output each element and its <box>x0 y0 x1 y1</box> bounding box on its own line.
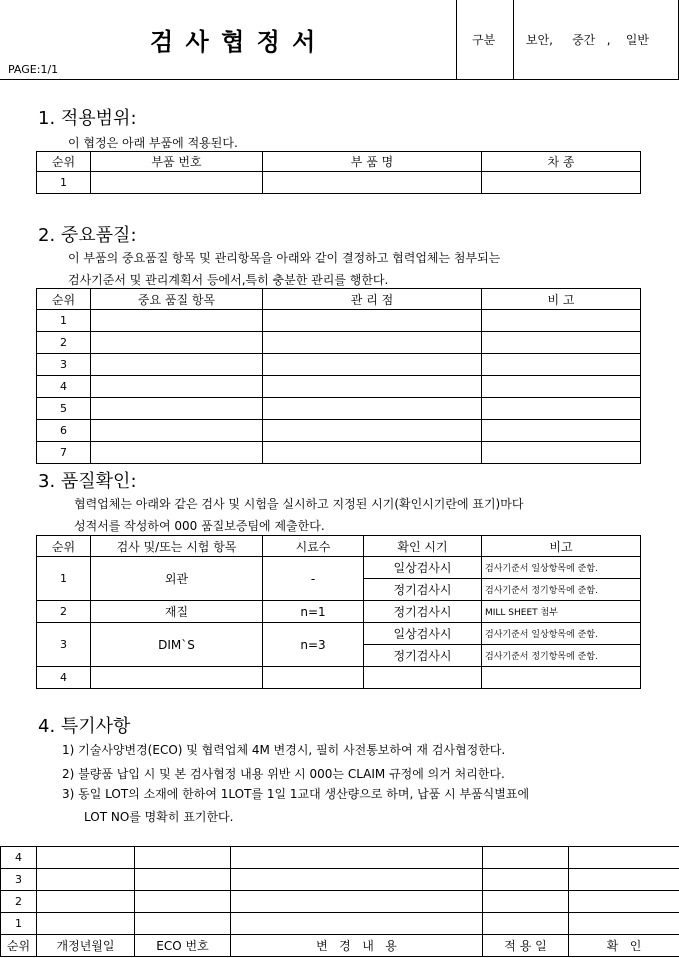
table-cell <box>135 869 231 891</box>
row-number: 3 <box>37 623 91 667</box>
table-cell <box>483 891 569 913</box>
col-header: 확인 시기 <box>364 536 482 557</box>
row-number: 3 <box>37 354 91 376</box>
table-cell <box>231 913 483 935</box>
row-number: 5 <box>37 398 91 420</box>
table-cell <box>483 869 569 891</box>
table-cell <box>135 847 231 869</box>
table-cell <box>135 913 231 935</box>
table-cell <box>482 354 641 376</box>
table-cell <box>91 332 263 354</box>
section1-title: 1. 적용범위: <box>38 108 137 129</box>
test-item: 외관 <box>91 557 263 601</box>
remark <box>482 667 641 689</box>
section3-title: 3. 품질확인: <box>38 471 137 492</box>
sample-count <box>263 667 364 689</box>
check-time: 정기검사시 <box>364 645 482 667</box>
page-number: PAGE:1/1 <box>8 63 59 76</box>
row-number: 2 <box>37 332 91 354</box>
revision-table <box>0 846 679 957</box>
check-time: 정기검사시 <box>364 601 482 623</box>
revision-col-header: 확 인 <box>569 935 679 957</box>
table-cell <box>482 310 641 332</box>
row-number: 4 <box>37 376 91 398</box>
special-note-3: 3) 동일 LOT의 소재에 한하여 1LOT를 1일 1교대 생산량으로 하며, 납품 시 부품식별표에 <box>62 787 530 801</box>
test-item: DIM`S <box>91 623 263 667</box>
row-number: 6 <box>37 420 91 442</box>
col-header: 순위 <box>37 289 91 310</box>
category-values: 보안, 중간 , 일반 <box>526 33 649 47</box>
row-number: 1 <box>37 172 91 194</box>
remark: 검사기준서 일상항목에 준함. <box>482 557 641 579</box>
row-number: 1 <box>37 310 91 332</box>
table-cell <box>37 891 135 913</box>
revision-col-header: 순위 <box>1 935 37 957</box>
table-cell <box>482 420 641 442</box>
table-cell <box>37 869 135 891</box>
remark: 검사기준서 정기항목에 준함. <box>482 645 641 667</box>
table-cell <box>91 376 263 398</box>
remark: 검사기준서 정기항목에 준함. <box>482 579 641 601</box>
col-header: 순위 <box>37 152 91 172</box>
header-divider-1 <box>456 0 457 80</box>
table-cell <box>482 172 641 194</box>
table-cell <box>263 398 482 420</box>
document-title: 검 사 협 정 서 <box>150 28 318 56</box>
table-cell <box>91 310 263 332</box>
col-header: 부품 번호 <box>91 152 263 172</box>
remark: 검사기준서 일상항목에 준함. <box>482 623 641 645</box>
table-cell <box>482 376 641 398</box>
revision-number: 1 <box>1 913 37 935</box>
table-cell <box>135 891 231 913</box>
revision-col-header: 적 용 일 <box>483 935 569 957</box>
revision-number: 2 <box>1 891 37 913</box>
table-cell <box>263 442 482 464</box>
table-cell <box>263 172 482 194</box>
col-header: 검사 및/또는 시험 항목 <box>91 536 263 557</box>
table-cell <box>482 332 641 354</box>
col-header: 관 리 점 <box>263 289 482 310</box>
section3-text-1: 협력업체는 아래와 같은 검사 및 시험을 실시하고 지정된 시기(확인시기란에 표기)마다 <box>74 497 524 511</box>
table-cell <box>37 847 135 869</box>
check-time <box>364 667 482 689</box>
revision-col-header: 개정년월일 <box>37 935 135 957</box>
table-cell <box>569 847 679 869</box>
table-cell <box>482 442 641 464</box>
section1-text: 이 협정은 아래 부품에 적용된다. <box>68 136 238 150</box>
col-header: 시료수 <box>263 536 364 557</box>
sample-count: n=3 <box>263 623 364 667</box>
table-cell <box>91 354 263 376</box>
table-cell <box>483 913 569 935</box>
table-cell <box>231 847 483 869</box>
table-cell <box>482 398 641 420</box>
table-cell <box>263 354 482 376</box>
revision-number: 4 <box>1 847 37 869</box>
test-item <box>91 667 263 689</box>
col-header: 차 종 <box>482 152 641 172</box>
col-header: 부 품 명 <box>263 152 482 172</box>
table-cell <box>263 310 482 332</box>
remark: MILL SHEET 첨부 <box>482 601 641 623</box>
table-cell <box>37 913 135 935</box>
check-time: 일상검사시 <box>364 557 482 579</box>
revision-number: 3 <box>1 869 37 891</box>
col-header: 비고 <box>482 536 641 557</box>
table-cell <box>91 420 263 442</box>
table-cell <box>91 172 263 194</box>
table-cell <box>483 847 569 869</box>
section3-table <box>36 535 641 689</box>
table-cell <box>569 869 679 891</box>
table-cell <box>263 376 482 398</box>
row-number: 4 <box>37 667 91 689</box>
revision-col-header: 변 경 내 용 <box>231 935 483 957</box>
table-cell <box>91 442 263 464</box>
section2-title: 2. 중요품질: <box>38 225 137 246</box>
sample-count: - <box>263 557 364 601</box>
section4-title: 4. 특기사항 <box>38 716 131 737</box>
header-divider-2 <box>513 0 514 80</box>
check-time: 정기검사시 <box>364 579 482 601</box>
section3-text-2: 성적서를 작성하여 000 품질보증팀에 제출한다. <box>74 519 325 533</box>
row-number: 1 <box>37 557 91 601</box>
table-cell <box>263 420 482 442</box>
table-cell <box>231 891 483 913</box>
section2-text-1: 이 부품의 중요품질 항목 및 관리항목을 아래와 같이 결정하고 협력업체는 첨부되는 <box>68 251 501 265</box>
table-cell <box>263 332 482 354</box>
table-cell <box>231 869 483 891</box>
category-label: 구분 <box>472 33 496 47</box>
sample-count: n=1 <box>263 601 364 623</box>
table-cell <box>569 891 679 913</box>
table-cell <box>569 913 679 935</box>
special-note-1: 1) 기술사양변경(ECO) 및 협력업체 4M 변경시, 필히 사전통보하여 재 검사협정한다. <box>62 743 506 757</box>
col-header: 비 고 <box>482 289 641 310</box>
section1-table <box>36 151 641 194</box>
section2-text-2: 검사기준서 및 관리계획서 등에서,특히 충분한 관리를 행한다. <box>68 273 389 287</box>
section2-table <box>36 288 641 464</box>
col-header: 중요 품질 항목 <box>91 289 263 310</box>
revision-col-header: ECO 번호 <box>135 935 231 957</box>
row-number: 2 <box>37 601 91 623</box>
row-number: 7 <box>37 442 91 464</box>
special-note-4: LOT NO를 명확히 표기한다. <box>84 810 234 824</box>
table-cell <box>91 398 263 420</box>
col-header: 순위 <box>37 536 91 557</box>
test-item: 재질 <box>91 601 263 623</box>
special-note-2: 2) 불량품 납입 시 및 본 검사협정 내용 위반 시 000는 CLAIM 규정에 의거 처리한다. <box>62 767 505 781</box>
check-time: 일상검사시 <box>364 623 482 645</box>
